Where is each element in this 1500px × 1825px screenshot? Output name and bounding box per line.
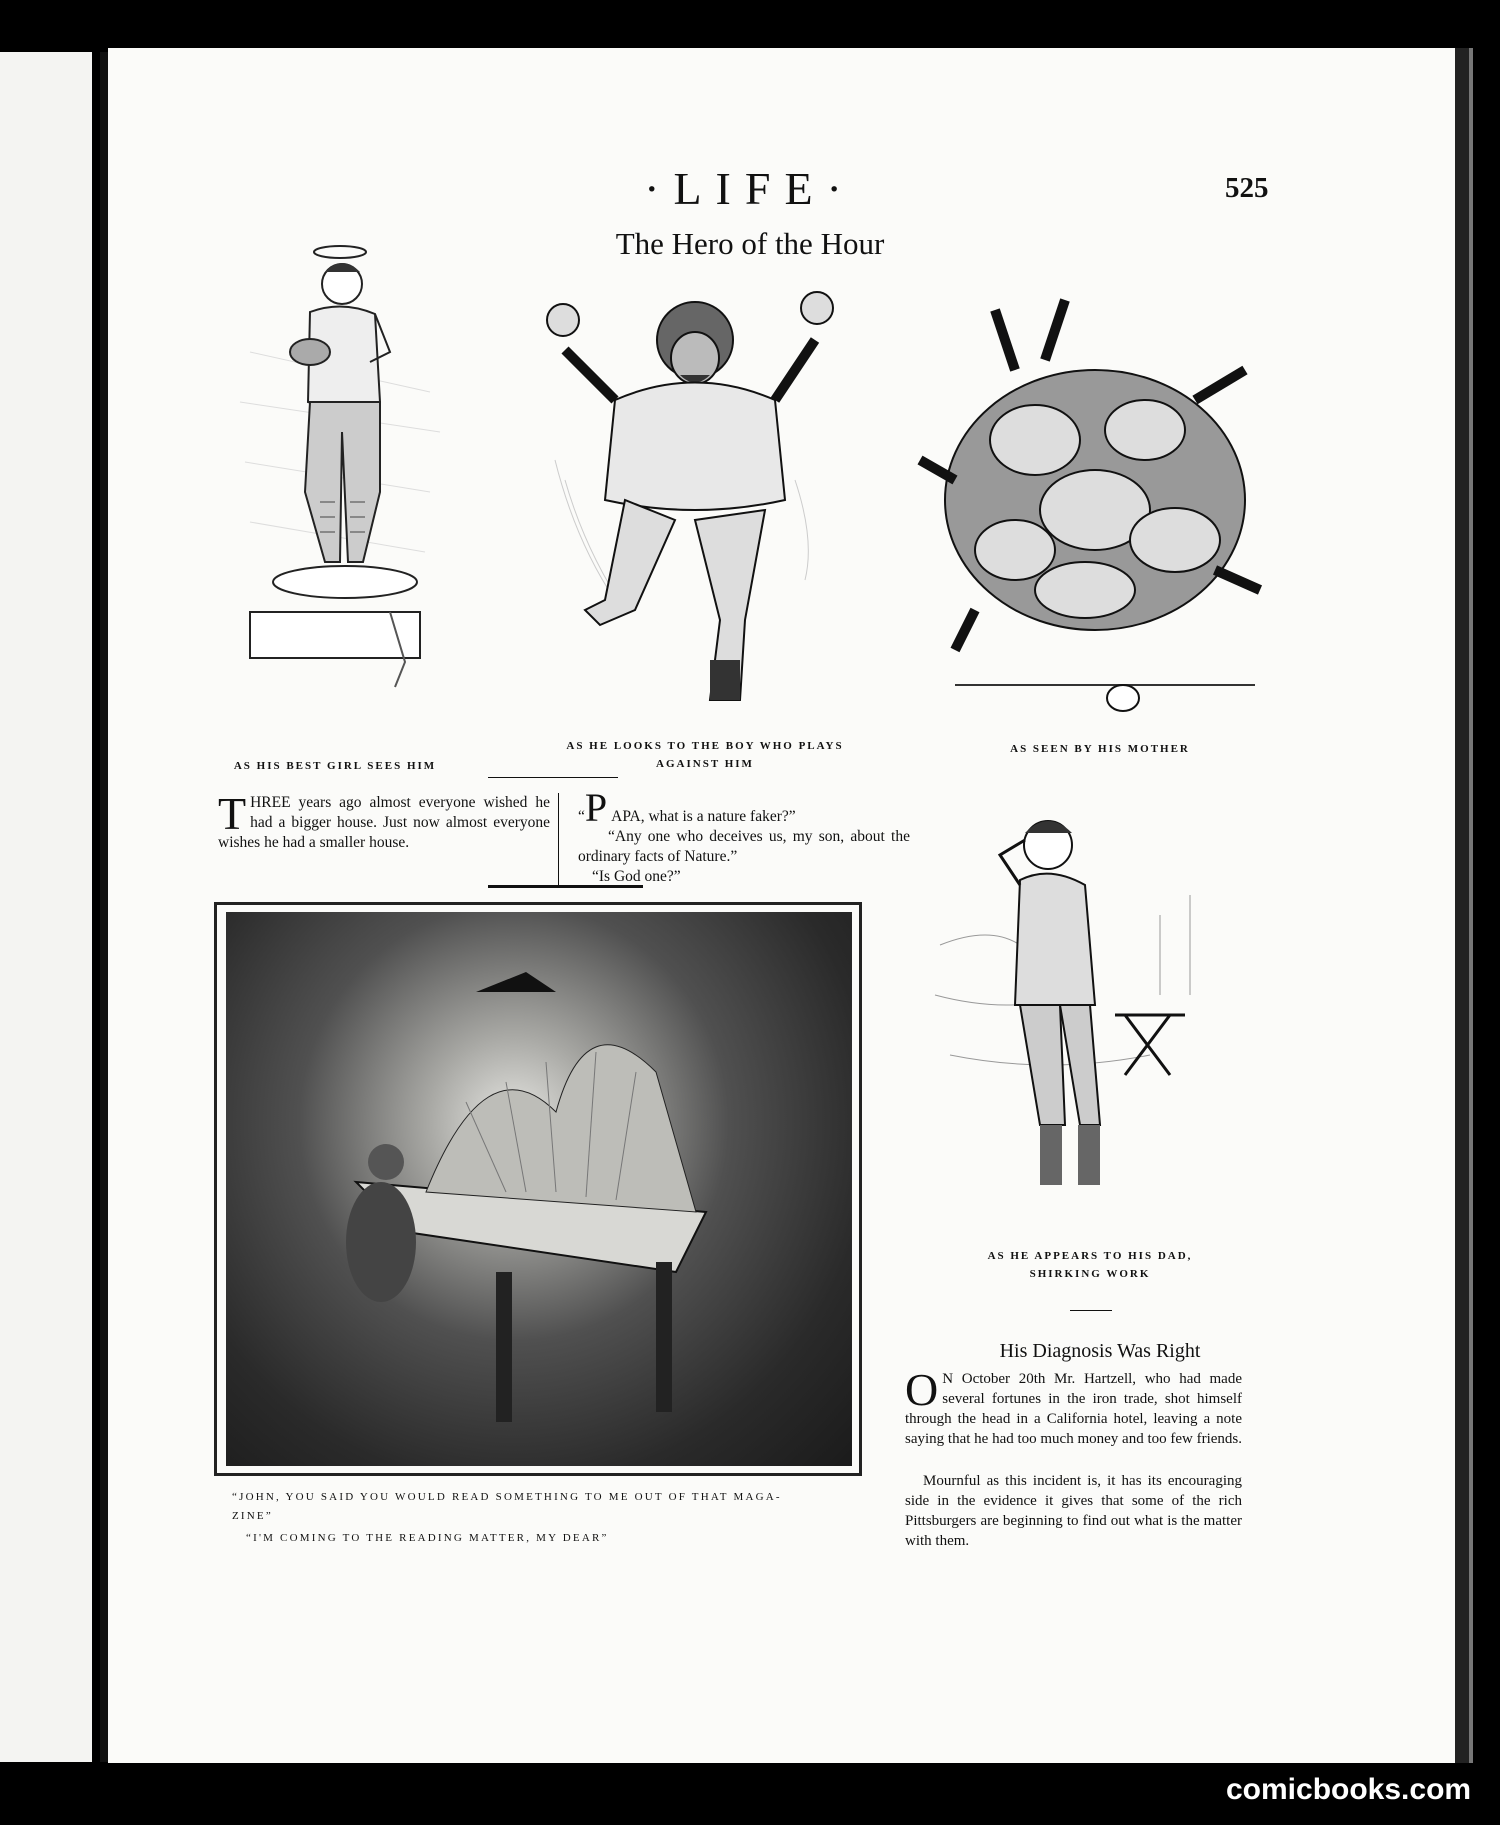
house-paragraph — [218, 788, 550, 853]
divider — [488, 777, 618, 778]
caption-opponent-line1: AS HE LOOKS TO THE BOY WHO PLAYS — [566, 740, 844, 752]
statue-hero-illustration — [230, 232, 450, 742]
masthead: ·LIFE· — [644, 163, 856, 214]
diagnosis-text-1: N October 20th Mr. Hartzell, who had made several fortunes in the iron trade, shot himself through the head in a California hotel, leaving a note saying that he had too much money and too few friends. — [905, 1371, 1243, 1447]
diagnosis-paragraph-1 — [905, 1364, 1243, 1449]
binding-gutter — [100, 52, 108, 1762]
watermark: comicbooks.com — [1226, 1773, 1472, 1806]
house-text: HREE years ago almost everyone wished he had a bigger house. Just now almost everyone wishes he had a smaller house. — [218, 794, 550, 851]
diagnosis-paragraph-2: Mournful as this incident is, it has its encouraging side in the evidence it gives that some of the rich Pittsburgers are beginning to find out what is the matter with them. — [905, 1473, 1242, 1549]
caption-opponent-line2: AGAINST HIM — [656, 758, 754, 770]
open-quote: “ — [578, 808, 585, 825]
nature-line3: “Is God one?” — [592, 868, 681, 885]
caption-best-girl: AS HIS BEST GIRL SEES HIM — [233, 760, 437, 772]
divider — [1070, 1310, 1112, 1311]
nature-faker-joke — [578, 785, 910, 887]
dropcap: P — [584, 785, 608, 830]
dropcap: T — [218, 788, 247, 839]
column-divider — [558, 793, 559, 885]
nature-line1: APA, what is a nature faker?” — [611, 808, 796, 825]
player-pile-illustration — [915, 290, 1270, 720]
dropcap: O — [905, 1364, 939, 1415]
photo-caption-line2: ZINE” — [232, 1510, 273, 1522]
giant-magazine-illustration — [226, 912, 852, 1466]
shirking-boy-illustration — [930, 795, 1250, 1235]
page-edge-line — [1469, 48, 1473, 1763]
nature-line2: “Any one who deceives us, my son, about the ordinary facts of Nature.” — [578, 828, 910, 865]
caption-dad-line1: AS HE APPEARS TO HIS DAD, — [987, 1250, 1193, 1262]
charging-player-illustration — [545, 280, 845, 720]
page-title: The Hero of the Hour — [615, 226, 885, 261]
diagnosis-title: His Diagnosis Was Right — [999, 1340, 1201, 1362]
photo-caption-line3: “I'M COMING TO THE READING MATTER, MY DEAR” — [246, 1532, 609, 1544]
page-edge-shadow — [1455, 48, 1469, 1763]
caption-dad-line2: SHIRKING WORK — [1029, 1268, 1151, 1280]
caption-mother: AS SEEN BY HIS MOTHER — [1010, 743, 1190, 755]
photo-caption-line1: “JOHN, YOU SAID YOU WOULD READ SOMETHING TO ME OUT OF THAT MAGA- — [232, 1491, 782, 1503]
divider — [488, 885, 643, 888]
page-number: 525 — [1225, 172, 1269, 204]
previous-page-edge — [0, 52, 92, 1762]
